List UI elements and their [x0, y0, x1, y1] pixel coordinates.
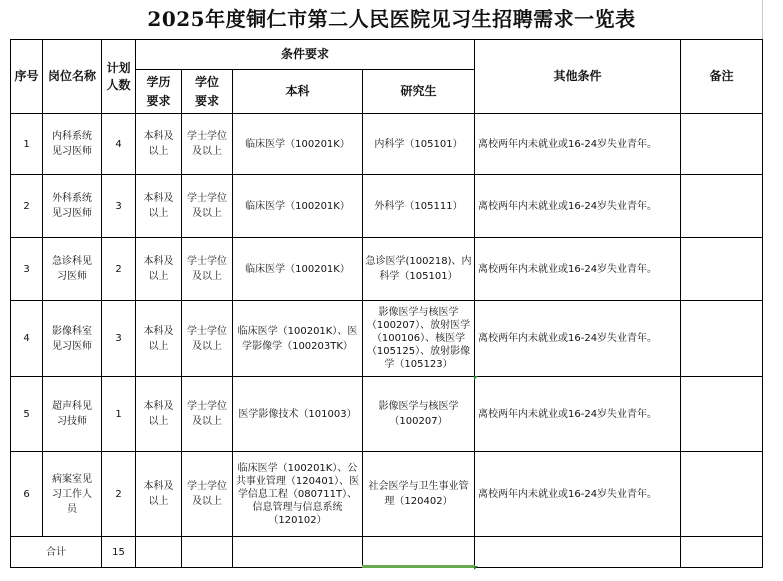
- total-row: [11, 537, 763, 568]
- comment-marker-icon: [474, 376, 478, 380]
- cell-planned[interactable]: 4: [102, 114, 136, 175]
- header-seq: 序号: [11, 40, 43, 114]
- cell-education[interactable]: 本科及以上: [136, 238, 182, 301]
- table-row: [11, 377, 763, 452]
- table-row: [11, 301, 763, 377]
- cell-other[interactable]: 离校两年内未就业或16-24岁失业青年。: [475, 301, 681, 377]
- recruitment-table: [10, 39, 763, 568]
- header-remarks: 备注: [681, 40, 763, 114]
- page-title: 2025年度铜仁市第二人民医院见习生招聘需求一览表: [147, 7, 636, 31]
- cell-education[interactable]: 本科及以上: [136, 452, 182, 537]
- cell-undergrad[interactable]: 医学影像技术（101003）: [233, 377, 363, 452]
- cell-undergrad[interactable]: 临床医学（100201K）、医学影像学（100203TK）: [233, 301, 363, 377]
- cell-remarks[interactable]: [681, 377, 763, 452]
- cell-planned[interactable]: 2: [102, 452, 136, 537]
- cell-seq[interactable]: 5: [11, 377, 43, 452]
- header-undergrad: 本科: [233, 70, 363, 114]
- cell-undergrad[interactable]: 临床医学（100201K）: [233, 175, 363, 238]
- header-degree: 学位要求: [182, 70, 233, 114]
- cell-other[interactable]: 离校两年内未就业或16-24岁失业青年。: [475, 238, 681, 301]
- cell-education[interactable]: 本科及以上: [136, 301, 182, 377]
- cell-degree[interactable]: 学士学位及以上: [182, 114, 233, 175]
- cell-planned[interactable]: 3: [102, 301, 136, 377]
- table-row: [11, 175, 763, 238]
- total-empty-cell[interactable]: [136, 537, 182, 568]
- cell-education[interactable]: 本科及以上: [136, 377, 182, 452]
- cell-graduate[interactable]: 急诊医学(100218)、内科学（105101）: [363, 238, 475, 301]
- cell-graduate[interactable]: 外科学（105111）: [363, 175, 475, 238]
- cell-position[interactable]: 病案室见习工作人员: [43, 452, 102, 537]
- cell-degree[interactable]: 学士学位及以上: [182, 301, 233, 377]
- comment-marker-icon: [474, 566, 478, 570]
- cell-position[interactable]: 影像科室见习医师: [43, 301, 102, 377]
- cell-position[interactable]: 急诊科见习医师: [43, 238, 102, 301]
- table-row: [11, 238, 763, 301]
- cell-other[interactable]: 离校两年内未就业或16-24岁失业青年。: [475, 175, 681, 238]
- cell-seq[interactable]: 4: [11, 301, 43, 377]
- cell-other[interactable]: 离校两年内未就业或16-24岁失业青年。: [475, 114, 681, 175]
- cell-undergrad[interactable]: 临床医学（100201K）: [233, 114, 363, 175]
- cell-education[interactable]: 本科及以上: [136, 175, 182, 238]
- total-empty-cell[interactable]: [363, 537, 475, 568]
- cell-graduate[interactable]: 影像医学与核医学（100207）、放射医学（100106）、核医学（105125）、放射影像学（105123）: [363, 301, 475, 377]
- cell-selection-indicator: [362, 565, 475, 568]
- cell-remarks[interactable]: [681, 301, 763, 377]
- cell-position[interactable]: 超声科见习技师: [43, 377, 102, 452]
- cell-planned[interactable]: 1: [102, 377, 136, 452]
- cell-degree[interactable]: 学士学位及以上: [182, 238, 233, 301]
- header-planned: 计划人数: [102, 40, 136, 114]
- total-label[interactable]: 合计: [11, 537, 102, 568]
- cell-graduate[interactable]: 内科学（105101）: [363, 114, 475, 175]
- cell-degree[interactable]: 学士学位及以上: [182, 377, 233, 452]
- cell-other[interactable]: 离校两年内未就业或16-24岁失业青年。: [475, 452, 681, 537]
- header-conditions: 条件要求: [136, 40, 475, 70]
- cell-graduate[interactable]: 影像医学与核医学（100207）: [363, 377, 475, 452]
- cell-graduate[interactable]: 社会医学与卫生事业管理（120402）: [363, 452, 475, 537]
- table-row: [11, 114, 763, 175]
- cell-undergrad[interactable]: 临床医学（100201K）、公共事业管理（120401）、医学信息工程（080711T）、信息管理与信息系统（120102）: [233, 452, 363, 537]
- cell-remarks[interactable]: [681, 238, 763, 301]
- table-row: [11, 452, 763, 537]
- header-education: 学历要求: [136, 70, 182, 114]
- cell-seq[interactable]: 3: [11, 238, 43, 301]
- header-graduate: 研究生: [363, 70, 475, 114]
- cell-degree[interactable]: 学士学位及以上: [182, 175, 233, 238]
- cell-degree[interactable]: 学士学位及以上: [182, 452, 233, 537]
- cell-position[interactable]: 外科系统见习医师: [43, 175, 102, 238]
- cell-other[interactable]: 离校两年内未就业或16-24岁失业青年。: [475, 377, 681, 452]
- cell-remarks[interactable]: [681, 175, 763, 238]
- cell-position[interactable]: 内科系统见习医师: [43, 114, 102, 175]
- cell-planned[interactable]: 2: [102, 238, 136, 301]
- cell-education[interactable]: 本科及以上: [136, 114, 182, 175]
- cell-seq[interactable]: 6: [11, 452, 43, 537]
- cell-seq[interactable]: 1: [11, 114, 43, 175]
- total-planned[interactable]: 15: [102, 537, 136, 568]
- header-other: 其他条件: [475, 40, 681, 114]
- total-empty-cell[interactable]: [681, 537, 763, 568]
- cell-planned[interactable]: 3: [102, 175, 136, 238]
- total-empty-cell[interactable]: [182, 537, 233, 568]
- header-position: 岗位名称: [43, 40, 102, 114]
- total-empty-cell[interactable]: [475, 537, 681, 568]
- cell-seq[interactable]: 2: [11, 175, 43, 238]
- cell-remarks[interactable]: [681, 114, 763, 175]
- total-empty-cell[interactable]: [233, 537, 363, 568]
- cell-remarks[interactable]: [681, 452, 763, 537]
- cell-undergrad[interactable]: 临床医学（100201K）: [233, 238, 363, 301]
